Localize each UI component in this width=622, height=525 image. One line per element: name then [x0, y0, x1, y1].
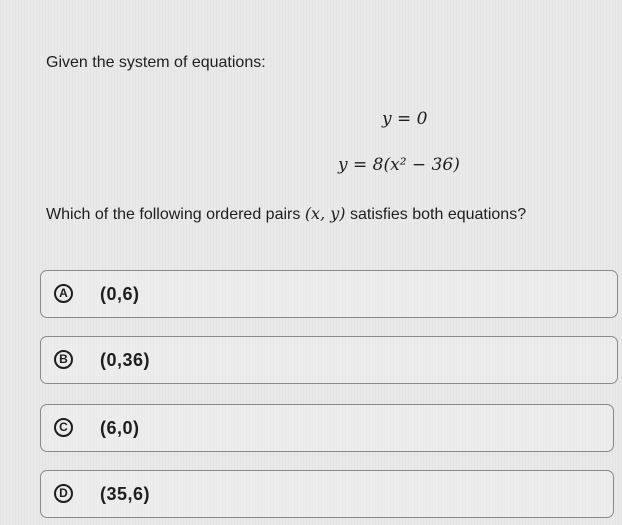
option-letter-c-badge: C: [54, 418, 73, 437]
answer-option-c[interactable]: [40, 404, 614, 452]
answer-option-d[interactable]: [40, 470, 614, 518]
equation-2: y = 8(x² − 36): [338, 155, 460, 175]
equation-1: y = 0: [382, 109, 428, 129]
option-label-b: (0,36): [100, 350, 151, 370]
option-letter-b-badge: B: [54, 350, 73, 369]
ordered-pair-math: (x, y): [304, 204, 346, 223]
option-letter-a-badge: A: [54, 284, 73, 303]
option-label-d: (35,6): [100, 484, 151, 504]
question-prompt: Given the system of equations:: [46, 54, 266, 71]
answer-option-a[interactable]: [40, 270, 618, 318]
option-label-c: (6,0): [100, 418, 140, 438]
option-letter-d-badge: D: [54, 484, 73, 503]
option-label-a: (0,6): [100, 284, 140, 304]
answer-option-b[interactable]: [40, 336, 618, 384]
question-prefix: Which of the following ordered pairs: [46, 206, 301, 223]
question-suffix: satisfies both equations?: [349, 206, 527, 223]
question-text: [46, 204, 526, 224]
